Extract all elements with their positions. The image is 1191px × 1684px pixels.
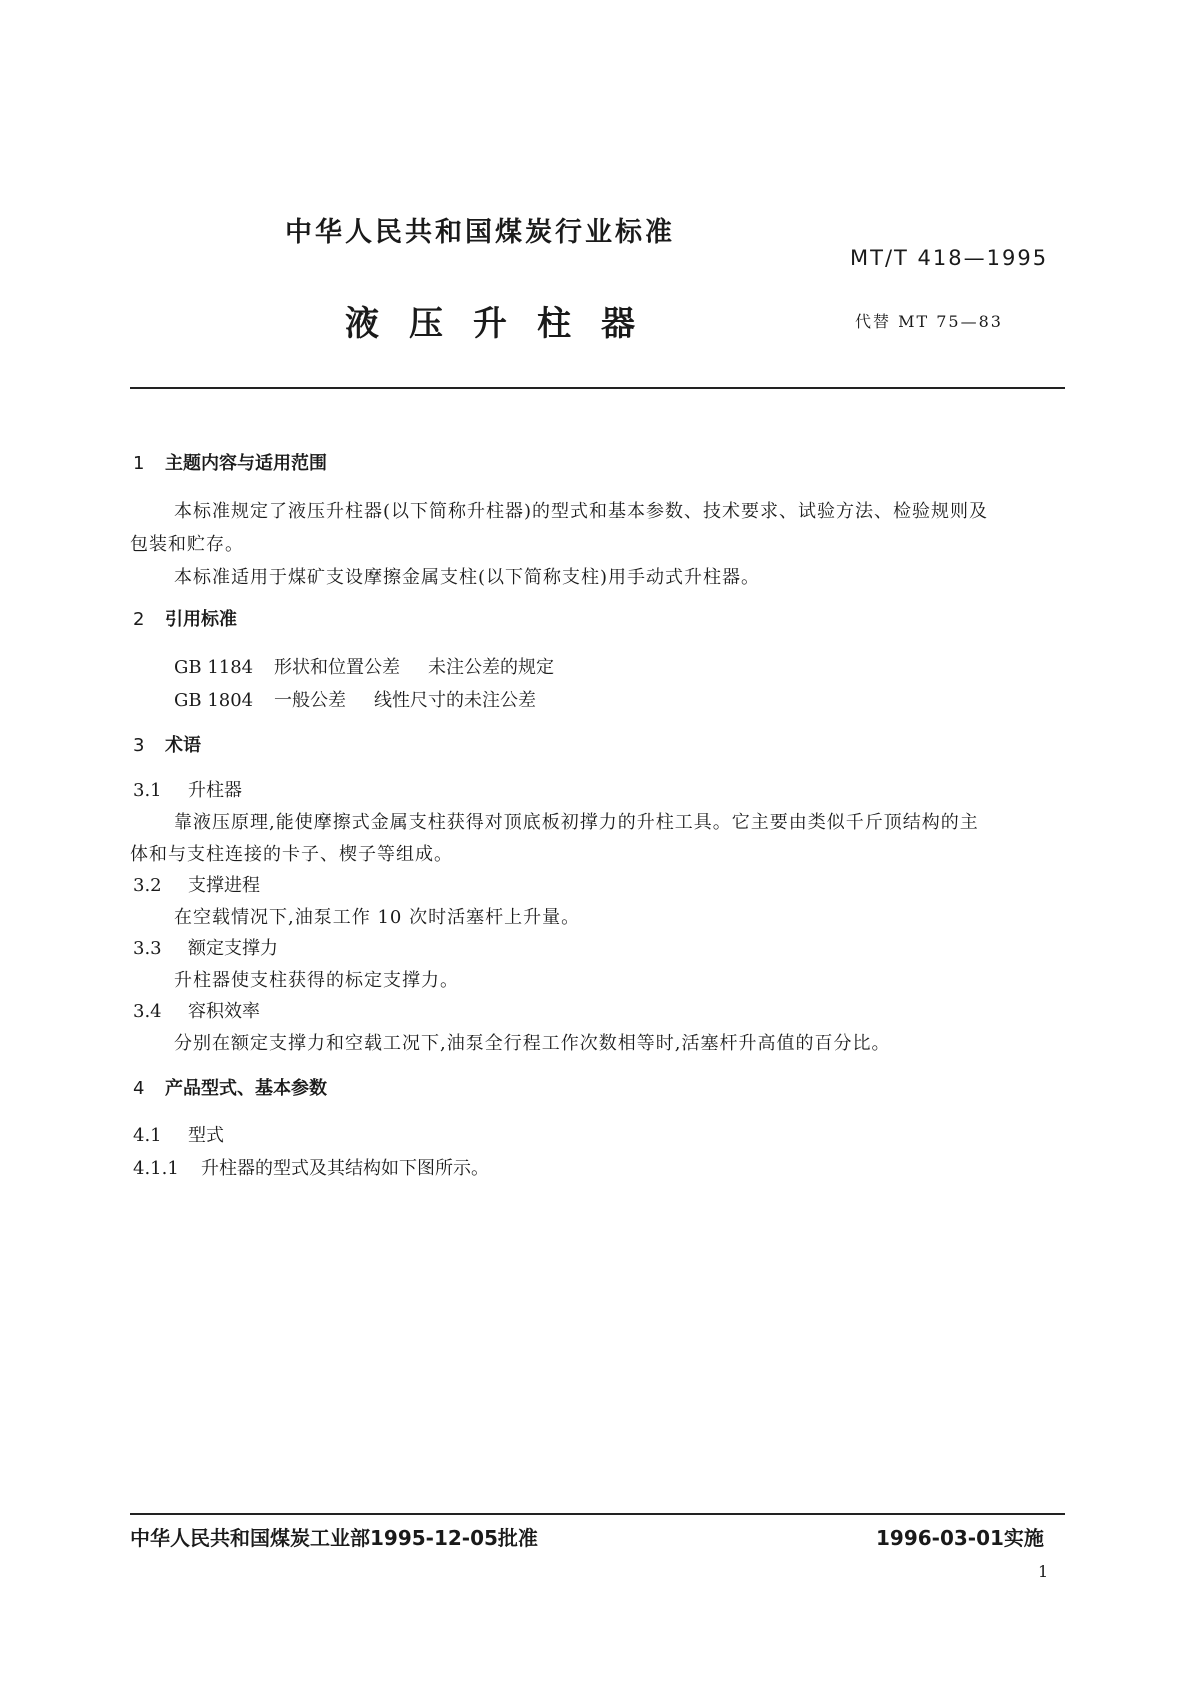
- section-4-heading: [133, 1074, 327, 1100]
- effective-date: 1996-03-01实施: [876, 1526, 1044, 1550]
- approval-note: 中华人民共和国煤炭工业部1995-12-05批准: [130, 1526, 538, 1550]
- section-2-heading: [133, 605, 237, 631]
- subsection-heading: [133, 776, 242, 802]
- section-number: 3: [133, 735, 145, 756]
- reference-title: 一般公差: [274, 690, 346, 711]
- reference-code: GB 1804: [174, 690, 254, 711]
- section-1-heading: [133, 449, 327, 475]
- section-3-heading: [133, 731, 201, 757]
- term-definition: 升柱器使支柱获得的标定支撑力。: [174, 970, 459, 991]
- subsection-number: 4.1: [133, 1125, 162, 1146]
- term-name: 升柱器: [188, 780, 242, 801]
- subsection-heading: [133, 1121, 224, 1147]
- subsection-heading: [133, 997, 260, 1023]
- reference-title: 线性尺寸的未注公差: [374, 690, 536, 711]
- subsection-title: 型式: [188, 1125, 224, 1146]
- section-title: 产品型式、基本参数: [165, 1078, 327, 1099]
- section-number: 2: [133, 609, 145, 630]
- reference-item: [174, 686, 536, 712]
- reference-title: 未注公差的规定: [428, 657, 554, 678]
- subsection-number: 3.2: [133, 875, 162, 896]
- paragraph: 本标准适用于煤矿支设摩擦金属支柱(以下简称支柱)用手动式升柱器。: [174, 567, 761, 588]
- subsection-heading: [133, 1154, 489, 1180]
- document-title: 液压升柱器: [345, 304, 665, 344]
- term-name: 容积效率: [188, 1001, 260, 1022]
- replaces-note: 代替 MT 75—83: [855, 312, 1003, 331]
- subsection-number: 4.1.1: [133, 1158, 179, 1179]
- reference-title: 形状和位置公差: [274, 657, 400, 678]
- term-definition: 体和与支柱连接的卡子、楔子等组成。: [130, 844, 453, 865]
- section-title: 引用标准: [165, 609, 237, 630]
- issuer-title: 中华人民共和国煤炭行业标准: [285, 217, 675, 248]
- term-name: 支撑进程: [188, 875, 260, 896]
- header-divider: [130, 387, 1065, 389]
- term-definition: 在空载情况下,油泵工作 10 次时活塞杆上升量。: [174, 907, 581, 928]
- subsection-text: 升柱器的型式及其结构如下图所示。: [201, 1158, 489, 1179]
- term-definition: 分别在额定支撑力和空载工况下,油泵全行程工作次数相等时,活塞杆升高值的百分比。: [174, 1033, 891, 1054]
- subsection-number: 3.1: [133, 780, 162, 801]
- subsection-heading: [133, 871, 260, 897]
- reference-item: [174, 653, 554, 679]
- term-name: 额定支撑力: [188, 938, 278, 959]
- section-title: 术语: [165, 735, 201, 756]
- subsection-number: 3.4: [133, 1001, 162, 1022]
- section-number: 1: [133, 453, 145, 474]
- paragraph: 本标准规定了液压升柱器(以下简称升柱器)的型式和基本参数、技术要求、试验方法、检验规则及: [174, 501, 989, 522]
- page-number: 1: [1038, 1562, 1049, 1581]
- section-title: 主题内容与适用范围: [165, 453, 327, 474]
- footer-divider: [130, 1513, 1065, 1515]
- term-definition: 靠液压原理,能使摩擦式金属支柱获得对顶底板初撑力的升柱工具。它主要由类似千斤顶结构的主: [174, 812, 979, 833]
- subsection-heading: [133, 934, 278, 960]
- subsection-number: 3.3: [133, 938, 162, 959]
- reference-code: GB 1184: [174, 657, 254, 678]
- section-number: 4: [133, 1078, 145, 1099]
- paragraph: 包装和贮存。: [130, 534, 244, 555]
- standard-code: MT/T 418—1995: [850, 246, 1049, 270]
